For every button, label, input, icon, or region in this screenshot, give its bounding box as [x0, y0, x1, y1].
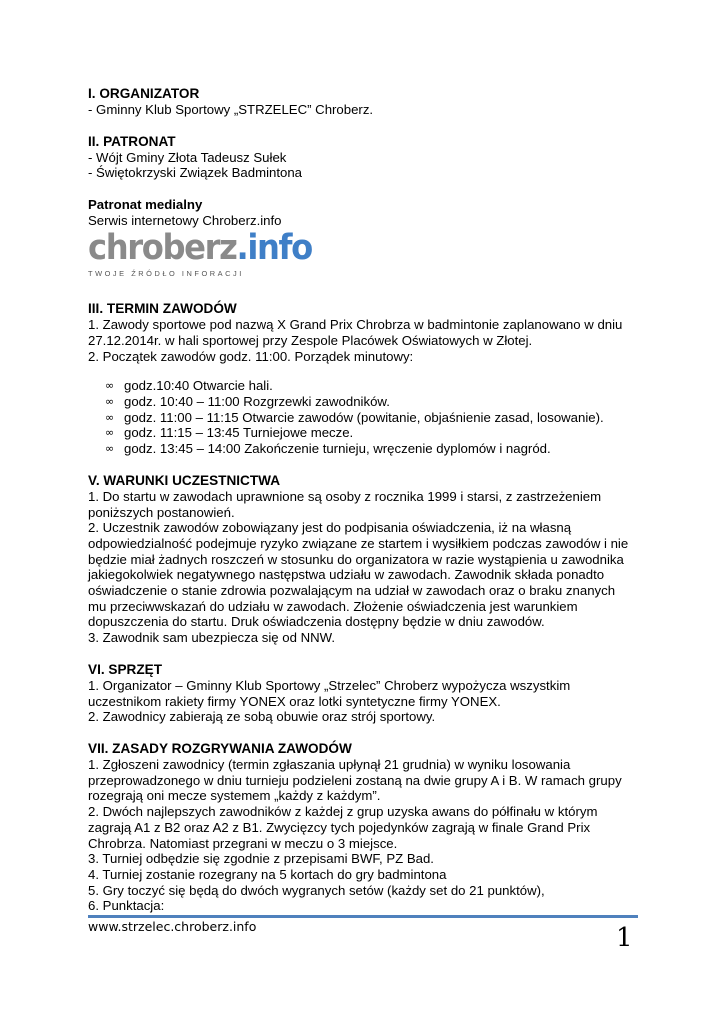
- text-line: 3. Turniej odbędzie się zgodnie z przepisami BWF, PZ Bad.: [88, 851, 434, 867]
- section-heading: VII. ZASADY ROZGRYWANIA ZAWODÓW: [88, 740, 352, 756]
- section-patronat: [88, 134, 640, 181]
- footer-url: www.strzelec.chroberz.info: [88, 919, 257, 934]
- section-zasady: [88, 741, 640, 914]
- text-line: - Wójt Gminy Złota Tadeusz Sułek: [88, 149, 287, 165]
- logo-tagline: TWOJE ŹRÓDŁO INFORACJI: [88, 268, 244, 278]
- text-line: dopuszczenia do startu. Druk oświadczenia dostępny będzie w dniu zawodów.: [88, 614, 545, 630]
- subheading: Patronat medialny: [88, 197, 203, 213]
- section-heading: VI. SPRZĘT: [88, 661, 163, 677]
- text-line: zagrają A1 z B2 oraz A2 z B1. Zwycięzcy tych pojedynków zagrają w finale Grand Prix: [88, 819, 591, 835]
- bullet-icon: ∞: [105, 379, 115, 393]
- text-line: jakiegokolwiek negatywnego następstwa udziału w zawodach. Zawodnik składa ponadto: [88, 567, 605, 583]
- schedule-item-text: godz. 11:15 – 13:45 Turniejowe mecze.: [124, 425, 354, 441]
- text-line: mu przeciwwskazań do udziału w zawodach. Złożenie oświadczenia jest warunkiem: [88, 598, 578, 614]
- text-line: odpowiedzialność podejmuje ryzyko związane ze startem i wysiłkiem podczas zawodów i nie: [88, 535, 629, 551]
- section-heading: I. ORGANIZATOR: [88, 86, 200, 101]
- schedule-item-text: godz.10:40 Otwarcie hali.: [124, 378, 273, 394]
- text-line: uczestnikom rakiety firmy YONEX oraz lotki syntetyczne firmy YONEX.: [88, 693, 501, 709]
- text-line: oświadczenie o stanie zdrowia pozwalającym na udział w zawodach oraz o braku znanych: [88, 583, 616, 599]
- footer-divider: [88, 915, 638, 918]
- text-line: 6. Punktacja:: [88, 898, 165, 914]
- text-line: będzie miał żadnych roszczeń w stosunku do organizatora w razie wystąpienia u zawodnika: [88, 551, 624, 567]
- chroberz-info-logo: [88, 227, 312, 282]
- bullet-icon: ∞: [105, 395, 115, 409]
- text-line: 1. Zawody sportowe pod nazwą X Grand Prix Chrobrza w badmintonie zaplanowano w dniu: [88, 317, 623, 333]
- text-line: 1. Organizator – Gminny Klub Sportowy „Strzelec” Chroberz wypożycza wszystkim: [88, 677, 571, 693]
- text-line: - Gminny Klub Sportowy „STRZELEC” Chroberz.: [88, 102, 374, 117]
- bullet-icon: ∞: [105, 442, 115, 456]
- schedule-item-text: godz. 13:45 – 14:00 Zakończenie turnieju, wręczenie dyplomów i nagród.: [124, 441, 551, 457]
- text-line: 5. Gry toczyć się będą do dwóch wygranych setów (każdy set do 21 punktów),: [88, 882, 545, 898]
- section-sprzet: [88, 662, 640, 725]
- text-line: 4. Turniej zostanie rozegrany na 5 kortach do gry badmintona: [88, 866, 447, 882]
- list-item: [88, 378, 640, 394]
- text-line: 27.12.2014r. w hali sportowej przy Zespole Placówek Oświatowych w Złotej.: [88, 332, 533, 348]
- text-line: - Świętokrzyski Związek Badmintona: [88, 165, 303, 181]
- text-line: 2. Początek zawodów godz. 11:00. Porządek minutowy:: [88, 348, 414, 364]
- section-heading: V. WARUNKI UCZESTNICTWA: [88, 472, 281, 488]
- text-line: poniższych postanowień.: [88, 504, 235, 520]
- section-heading: II. PATRONAT: [88, 133, 176, 149]
- schedule-item-text: godz. 10:40 – 11:00 Rozgrzewki zawodników.: [124, 394, 390, 410]
- logo-text-part2: .info: [236, 227, 312, 268]
- logo-wordmark: [88, 227, 312, 268]
- text-line: 1. Zgłoszeni zawodnicy (termin zgłaszania upłynął 21 grudnia) w wyniku losowania: [88, 756, 571, 772]
- text-line: Serwis internetowy Chroberz.info: [88, 212, 282, 228]
- section-patronat-medialny: [88, 197, 640, 281]
- text-line: 1. Do startu w zawodach uprawnione są osoby z rocznika 1999 i starsi, z zastrzeżeniem: [88, 488, 602, 504]
- page-number: 1: [616, 923, 633, 953]
- section-heading: III. TERMIN ZAWODÓW: [88, 301, 237, 317]
- bullet-icon: ∞: [105, 426, 115, 440]
- list-item: [88, 410, 640, 426]
- section-termin: [88, 301, 640, 457]
- text-line: 3. Zawodnik sam ubezpiecza się od NNW.: [88, 630, 336, 646]
- text-line: Chrobrza. Natomiast przegrani w meczu o 3 miejsce.: [88, 835, 398, 851]
- list-item: [88, 441, 640, 457]
- bullet-icon: ∞: [105, 410, 115, 424]
- text-line: przeprowadzonego w dniu turnieju podzieleni zostaną na dwie grupy A i B. W ramach grupy: [88, 772, 622, 788]
- text-line: 2. Uczestnik zawodów zobowiązany jest do podpisania oświadczenia, iż na własną: [88, 520, 572, 536]
- list-item: [88, 394, 640, 410]
- text-line: rozegrają oni mecze systemem „każdy z każdym”.: [88, 788, 381, 804]
- schedule-item-text: godz. 11:00 – 11:15 Otwarcie zawodów (powitanie, objaśnienie zasad, losowanie).: [124, 409, 604, 425]
- document-body: [88, 86, 640, 930]
- text-line: 2. Dwóch najlepszych zawodników z każdej z grup uzyska awans do półfinału w którym: [88, 804, 598, 820]
- text-line: 2. Zawodnicy zabierają ze sobą obuwie oraz strój sportowy.: [88, 709, 436, 725]
- section-organizator: [88, 86, 640, 118]
- schedule-list: [88, 378, 640, 457]
- logo-text-part1: chroberz: [88, 227, 237, 268]
- list-item: [88, 425, 640, 441]
- section-warunki: [88, 473, 640, 646]
